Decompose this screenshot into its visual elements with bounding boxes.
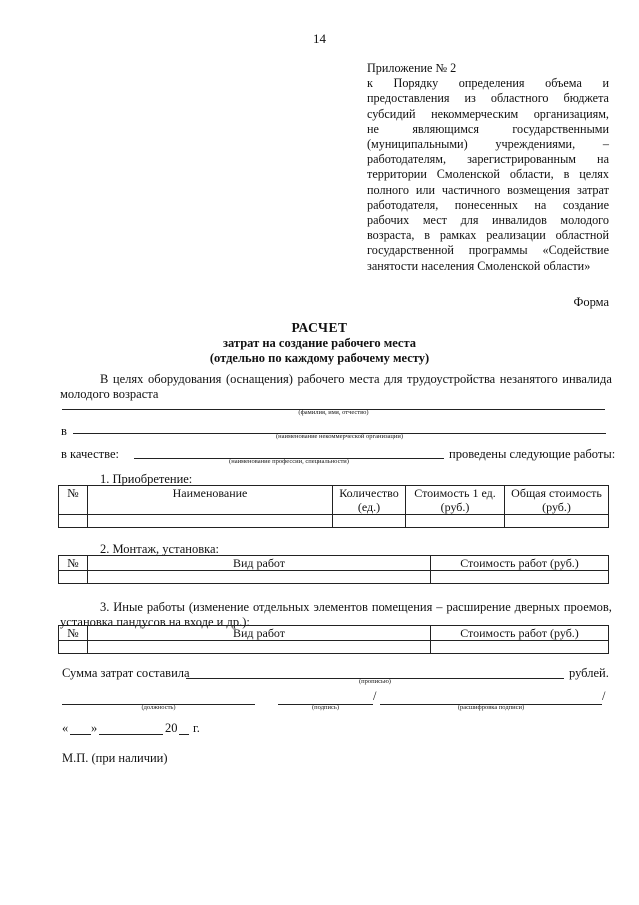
appendix-line <box>367 183 609 198</box>
appendix-word: бюджета <box>563 91 609 106</box>
appendix-word: предоставления <box>367 91 450 106</box>
appendix-word: инвалидов <box>492 213 547 228</box>
role-suffix: проведены следующие работы: <box>449 447 616 461</box>
appendix-word: объема <box>545 76 582 91</box>
intro-line-2: молодого возраста <box>60 387 159 401</box>
table-cell[interactable] <box>59 571 88 584</box>
other-works-table <box>58 625 609 654</box>
column-header: Стоимость работ (руб.) <box>431 556 609 571</box>
intro-line-1 <box>60 372 612 387</box>
intro-paragraph <box>60 372 612 402</box>
appendix-line <box>367 167 609 182</box>
appendix-line <box>367 213 609 228</box>
section3-title-line-1 <box>60 600 612 615</box>
signature-slash: / <box>373 689 377 703</box>
appendix-word: (муниципальными) <box>367 137 468 152</box>
appendix-word: затрат <box>577 182 609 197</box>
appendix-word: некоммерческим <box>431 106 519 121</box>
sum-hint: (прописью) <box>359 678 391 685</box>
intro-word: В <box>100 372 109 386</box>
purchase-table <box>58 485 609 528</box>
appendix-line <box>367 243 609 258</box>
section3-word: (изменение <box>188 600 250 614</box>
appendix-word: государственными <box>512 121 609 136</box>
appendix-word: на <box>534 197 547 212</box>
intro-word: инвалида <box>562 372 612 386</box>
appendix-line <box>367 107 609 122</box>
section3-word: – <box>436 600 443 614</box>
date-year-suffix: г. <box>193 721 200 735</box>
appendix-word: полного <box>367 182 409 197</box>
appendix-word: понесенных <box>454 197 518 212</box>
appendix-word: в <box>424 228 431 243</box>
page-number: 14 <box>313 31 326 46</box>
table-cell[interactable] <box>431 641 609 654</box>
table-row <box>59 571 609 584</box>
appendix-line <box>367 91 609 106</box>
sum-suffix: рублей. <box>569 666 609 680</box>
table-cell[interactable] <box>88 641 431 654</box>
appendix-word: рабочих <box>367 213 410 228</box>
section3-word: отдельных <box>252 600 310 614</box>
appendix-word: работодателям, <box>367 152 447 167</box>
column-header: Стоимость работ (руб.) <box>431 626 609 641</box>
appendix-word: области, <box>509 167 554 182</box>
appendix-word: субсидий <box>367 106 416 121</box>
fio-hint: (фамилия, имя, отчество) <box>298 409 369 416</box>
section3-word: проемов, <box>563 600 612 614</box>
appendix-word: реализации <box>486 228 546 243</box>
document-subtitle-note: (отдельно по каждому рабочему месту) <box>209 351 430 365</box>
sum-prefix: Сумма затрат составила <box>62 666 190 680</box>
table-cell[interactable] <box>505 515 609 528</box>
column-header: Стоимость 1 ед. (руб.) <box>406 486 505 515</box>
intro-word: (оснащения) <box>225 372 293 386</box>
appendix-word: Смоленской <box>436 167 500 182</box>
column-header: № <box>59 556 88 571</box>
appendix-line <box>367 137 609 152</box>
appendix-word: организациям, <box>533 106 609 121</box>
appendix-word: областной <box>555 228 609 243</box>
date-month-field[interactable] <box>99 734 163 735</box>
appendix-line: занятости населения Смоленской области» <box>367 258 591 273</box>
date-close-quote: » <box>91 721 98 735</box>
appendix-word: возраста, <box>367 228 415 243</box>
installation-table <box>58 555 609 584</box>
decode-hint: (расшифровка подписи) <box>457 704 525 711</box>
stamp-label: М.П. (при наличии) <box>62 751 168 765</box>
appendix-word: зарегистрированным <box>467 152 576 167</box>
appendix-word: являющимся <box>412 121 479 136</box>
section3-word: 3. <box>100 600 110 614</box>
appendix-word: частичного <box>441 182 501 197</box>
date-day-field[interactable] <box>70 734 91 735</box>
date-open-quote: « <box>62 721 69 735</box>
appendix-word: к <box>367 76 373 91</box>
section2-title: 2. Монтаж, установка: <box>100 542 220 556</box>
table-header-row <box>59 556 609 571</box>
intro-word: целях <box>112 372 144 386</box>
role-hint: (наименование профессии, специальности) <box>229 458 349 465</box>
appendix-line: Приложение № 2 <box>367 61 457 75</box>
section3-word: элементов <box>313 600 368 614</box>
appendix-word: «Содействие <box>542 243 609 258</box>
appendix-word: определения <box>458 76 525 91</box>
table-cell[interactable] <box>333 515 406 528</box>
date-year-field[interactable] <box>179 734 189 735</box>
appendix-word: или <box>415 182 435 197</box>
document-title: РАСЧЕТ <box>291 320 348 335</box>
appendix-line <box>367 122 609 137</box>
column-header: Количество (ед.) <box>333 486 406 515</box>
appendix-word: государственной <box>367 243 454 258</box>
table-cell[interactable] <box>406 515 505 528</box>
appendix-block <box>367 61 609 274</box>
table-cell[interactable] <box>59 641 88 654</box>
appendix-word: на <box>597 152 609 167</box>
intro-word: незанятого <box>499 372 558 386</box>
table-cell[interactable] <box>59 515 88 528</box>
appendix-word: возмещения <box>507 182 571 197</box>
appendix-word: из <box>464 91 476 106</box>
appendix-word: программы <box>468 243 528 258</box>
appendix-word: создание <box>562 197 609 212</box>
intro-word: трудоустройства <box>407 372 496 386</box>
appendix-word: – <box>602 137 609 152</box>
section3-word: расширение <box>446 600 511 614</box>
column-header: Общая стоимость (руб.) <box>505 486 609 515</box>
table-header-row <box>59 626 609 641</box>
table-cell[interactable] <box>431 571 609 584</box>
appendix-word: в <box>563 167 570 182</box>
appendix-word: областного <box>490 91 549 106</box>
decode-slash: / <box>602 689 606 703</box>
appendix-word: рамках <box>439 228 477 243</box>
column-header: Вид работ <box>88 626 431 641</box>
appendix-line <box>367 198 609 213</box>
intro-word: рабочего <box>297 372 345 386</box>
position-hint: (должность) <box>141 704 176 711</box>
appendix-word: мест <box>422 213 447 228</box>
intro-word: оборудования <box>147 372 222 386</box>
appendix-word: для <box>460 213 479 228</box>
column-header: Вид работ <box>88 556 431 571</box>
form-label: Форма <box>573 295 609 309</box>
intro-word: места <box>349 372 380 386</box>
appendix-word: территории <box>367 167 427 182</box>
role-prefix: в качестве: <box>61 447 119 461</box>
section3-word: работы <box>146 600 185 614</box>
section3-title-line-2: установка пандусов на входе и др.): <box>60 615 250 629</box>
section3-word: помещения <box>371 600 433 614</box>
section1-title: 1. Приобретение: <box>100 472 193 486</box>
section3-word: Иные <box>113 600 143 614</box>
appendix-word: работодателя, <box>367 197 439 212</box>
column-header: № <box>59 626 88 641</box>
document-subtitle: затрат на создание рабочего места <box>222 336 417 350</box>
appendix-word: и <box>602 76 609 91</box>
signature-hint: (подпись) <box>312 704 339 711</box>
table-row <box>59 641 609 654</box>
intro-word: для <box>384 372 403 386</box>
appendix-line <box>367 76 609 91</box>
appendix-word: не <box>367 121 379 136</box>
appendix-word: молодого <box>560 213 609 228</box>
section3-word: дверных <box>514 600 560 614</box>
column-header: Наименование <box>88 486 333 515</box>
table-header-row <box>59 486 609 515</box>
appendix-word: Порядку <box>393 76 439 91</box>
appendix-word: учреждениями, <box>495 137 576 152</box>
org-prefix: в <box>61 424 67 438</box>
column-header: № <box>59 486 88 515</box>
appendix-word: целях <box>579 167 609 182</box>
org-hint: (наименование некоммерческой организации) <box>275 433 404 440</box>
appendix-line <box>367 228 609 243</box>
table-cell[interactable] <box>88 515 333 528</box>
table-cell[interactable] <box>88 571 431 584</box>
date-year-prefix: 20 <box>165 721 178 735</box>
table-row <box>59 515 609 528</box>
appendix-line <box>367 152 609 167</box>
